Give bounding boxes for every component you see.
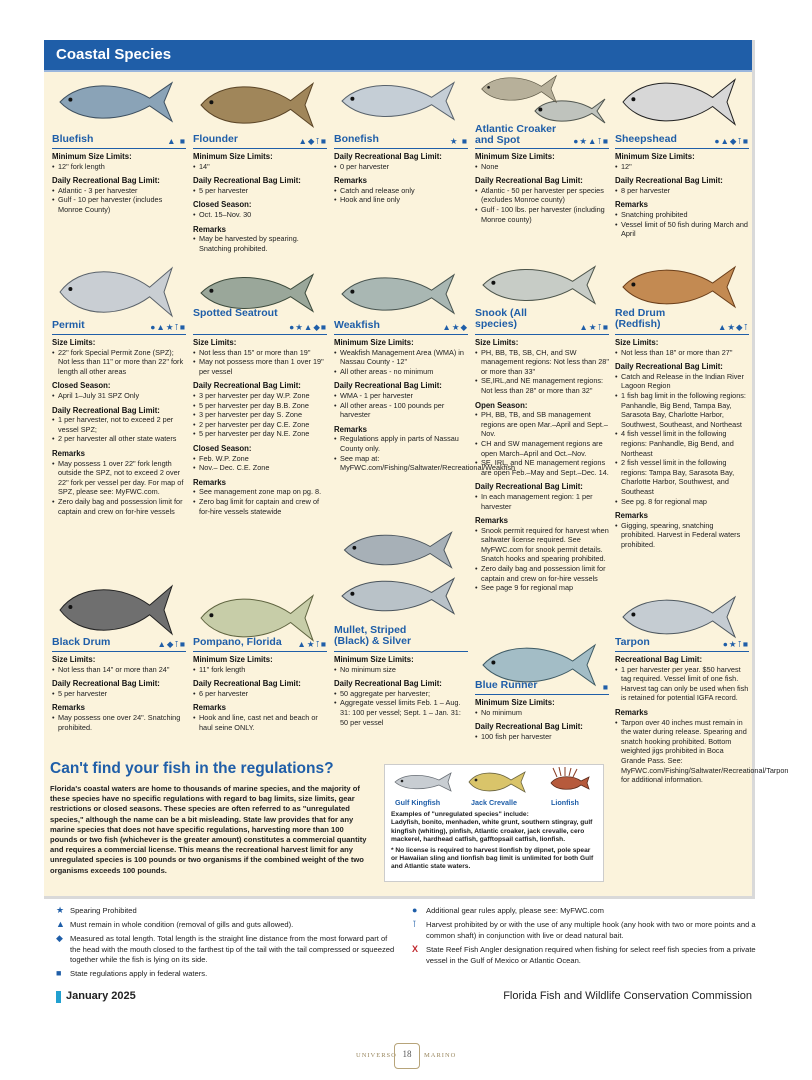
regulation-item: • 6 per harvester [199,689,327,699]
regulation-heading: Daily Recreational Bag Limit: [52,176,160,186]
snook-name: Snook (All species) [475,307,527,330]
regulation-item: • Catch and Release in the Indian River Lagoon Region [621,372,749,391]
regulation-heading: Daily Recreational Bag Limit: [334,152,442,161]
reddrum-symbols: ▲★◆⊺ [718,322,749,332]
regulation-item: • 50 aggregate per harvester; [340,689,468,699]
regulation-item: • Gulf - 100 lbs. per harvester (including Monroe county) [481,205,609,224]
regulation-item: • Snook permit required for harvest when saltwater license required. See MyFWC.com for snook permit details. Snatch hooks and spearing prohibited. [481,526,609,564]
croaker-divider [475,148,609,149]
cant-find-section [50,760,372,876]
croaker-name: Atlantic Croaker and Spot [475,123,557,146]
flounder-name: Flounder [193,133,238,145]
regulation-heading: Size Limits: [475,338,519,347]
regulation-item: • Vessel limit of 50 fish during March and April [621,220,749,239]
regulation-heading: Daily Recreational Bag Limit: [193,679,301,689]
regulation-heading: Minimum Size Limits: [334,338,414,347]
regulation-heading: Remarks [193,477,226,487]
regulation-item: • 2 per harvester per day C.E. Zone [199,420,327,430]
regulation-heading: Closed Season: [193,443,252,453]
bluerunner-symbols: ■ [602,682,609,692]
regulation-item: • None [481,162,609,172]
permit-name: Permit [52,319,85,331]
jack-crevalle-illustration [465,768,527,796]
pompano-regulations [193,655,327,732]
blackdrum-divider [52,651,186,652]
regulation-item: • Atlantic - 50 per harvester per species (excludes Monroe county) [481,186,609,205]
lionfish-note: * No license is required to harvest lionfish by dipnet, pole spear or Hawaiian sling and lionfish bag limit is unlimited for both Gulf and Atlantic state waters. [391,846,594,871]
regulation-item: • 2 fish vessel limit in the following regions: Tampa Bay, Sarasota Bay, Charlotte Harbor, Southwest, and Southeast [621,458,749,496]
jack-crevalle-label: Jack Crevalle [471,798,517,807]
regulation-heading: Minimum Size Limits: [475,152,555,161]
regulation-item: • PH, BB, TB, SB, CH, and SW management regions: Not less than 28" or more than 33" [481,348,609,377]
regulation-heading: Daily Recreational Bag Limit: [475,176,583,186]
regulation-item: • Tarpon over 40 inches must remain in the water during release. Spearing and snatch hooking prohibited. Bottom weighted jigs prohibited in Boca Grande Pass. See: MyFWC.com/Fishing/Saltwater/Recreational/Tarpon for additional information. [621,718,749,785]
regulation-heading: Closed Season: [193,200,252,210]
sheepshead-illustration [619,74,739,130]
regulation-item: • Nov.– Dec. C.E. Zone [199,463,327,473]
regulation-item: • Gigging, spearing, snatching prohibited. Harvest in Federal waters prohibited. [621,521,749,550]
weakfish-divider [334,334,468,335]
tarpon-symbols: ●★⊺■ [722,639,749,649]
section-title: Coastal Species [56,46,172,63]
flounder-symbols: ▲◆⊺■ [298,136,327,146]
regulation-item: • May possess 1 over 22" fork length outside the SPZ, not to exceed 2 over 22" fork per vessel per day. For map of SPZ, please see: MyFWC.com. [58,459,186,497]
regulation-item: • Hook and line, cast net and beach or haul seine ONLY. [199,713,327,732]
cant-find-body: Florida's coastal waters are home to thousands of marine species, and the majority of these species have no specific regulations with regard to bag limits, size limits, gear restrictions or closed seasons. These species are often referred to as "unregulated species," although the name can be a bit misleading. State law provides that for any marine species that does not have specific regulations, harvesting more than 100 pounds or two fish (whichever is the greater amount) constitutes a commercial quantity and requires a commercial license. This means the recreational harvest limit for any unregulated species is 100 pounds or two organisms if the combined weight of the two organisms exceeds 100 pounds. [50,784,367,875]
flounder-regulations [193,152,327,253]
regulation-heading: Minimum Size Limits: [334,655,414,664]
regulation-item: • Hook and line only [340,195,468,205]
tarpon-illustration [619,592,739,642]
silver-mullet-illustration [338,574,458,618]
sheepshead-divider [615,148,749,149]
regulation-item: • Zero daily bag and possession limit for captain and crew on for-hire vessels [58,497,186,516]
bonefish-name: Bonefish [334,133,379,145]
regulation-item: • All other areas - no minimum [340,367,468,377]
regulation-item: • 2 per harvester all other state waters [58,434,186,444]
regulation-heading: Remarks [334,176,367,186]
blackdrum-symbols: ▲◆⊺■ [157,639,186,649]
regulation-heading: Daily Recreational Bag Limit: [475,482,583,492]
tarpon-divider [615,651,749,652]
regulation-item: • No minimum [481,708,609,718]
bluefish-divider [52,148,186,149]
regulation-item: • April 1–July 31 SPZ Only [58,391,186,401]
permit-illustration [56,262,176,322]
regulation-item: • SE, IRL, and NE management regions are open Feb.–May and Sept.–Dec. 14. [481,458,609,477]
regulation-heading: Daily Recreational Bag Limit: [615,362,723,372]
gulf-kingfish-illustration [391,769,453,795]
pompano-name: Pompano, Florida [193,636,282,648]
reddrum-illustration [619,262,739,312]
reddrum-divider [615,334,749,335]
mullet-name: Mullet, Striped (Black) & Silver [334,624,412,647]
triangle-icon: ▲ [56,919,65,929]
unregulated-examples-list: Ladyfish, bonito, menhaden, white grunt, southern stingray, gulf kingfish (whiting), pinfish, Atlantic croaker, jack crevalle, cero mackerel, hardhead catfish, gafftopsail catfish, lionfish. [391,819,593,844]
regulation-heading: Remarks [615,707,648,717]
weakfish-symbols: ▲★◆ [442,322,468,332]
square-icon: ■ [56,968,62,978]
weakfish-name: Weakfish [334,319,380,331]
magazine-name-left: UNIVERSO [356,1052,397,1059]
regulation-item: • No minimum size [340,665,468,675]
snook-illustration [479,262,599,308]
regulation-item: • 14" [199,162,327,172]
regulation-item: • Zero daily bag and possession limit for captain and crew on for-hire vessels [481,564,609,583]
unregulated-text [391,811,597,872]
blackdrum-name: Black Drum [52,636,111,648]
tarpon-regulations [615,655,789,785]
mullet-illustration [338,528,458,572]
bonefish-regulations [334,152,468,205]
mullet-divider [334,651,468,652]
regulation-item: • In each management region: 1 per harvester [481,492,609,511]
bluerunner-name: Blue Runner [475,679,538,691]
regulation-item: • 0 per harvester [340,162,468,172]
regulation-heading: Remarks [475,516,508,526]
permit-symbols: ●▲★⊺■ [150,322,186,332]
pompano-symbols: ▲★⊺■ [297,639,327,649]
legend-federal-waters: State regulations apply in federal waters. [70,969,208,978]
regulation-heading: Daily Recreational Bag Limit: [475,722,583,732]
lionfish-illustration [545,767,591,797]
regulation-item: • Zero bag limit for captain and crew of for-hire vessels statewide [199,497,327,516]
regulation-item: • 3 per harvester per day W.P. Zone [199,391,327,401]
flounder-divider [193,148,327,149]
regulation-item: • Aggregate vessel limits Feb. 1 – Aug. 31: 100 per vessel; Sept. 1 – Jan. 31: 50 per vessel [340,698,468,727]
regulation-heading: Remarks [615,511,648,521]
flounder-illustration [197,78,317,132]
regulation-heading: Size Limits: [615,338,659,347]
legend-reef-fish: State Reef Fish Angler designation required when fishing for select reef fish species from a private vessel in the Gulf of Mexico or Atlantic Ocean. [426,945,756,965]
page-number: 18 [402,1049,412,1059]
regulation-item: • Atlantic - 3 per harvester [58,186,186,196]
regulation-item: • 5 per harvester per day B.B. Zone [199,401,327,411]
bonefish-illustration [338,78,458,124]
seatrout-symbols: ●★▲◆■ [289,322,327,332]
footer-accent-bar [56,991,61,1003]
blackdrum-illustration [56,580,176,640]
regulation-heading: Minimum Size Limits: [193,655,273,664]
weakfish-illustration [338,270,458,318]
permit-regulations [52,338,186,516]
regulation-item: • 22" fork Special Permit Zone (SPZ); Not less than 11" or more than 22" fork length all other areas [58,348,186,377]
mullet-regulations [334,655,468,727]
regulation-heading: Minimum Size Limits: [475,698,555,707]
regulation-item: • See pg. 8 for regional map [621,497,749,507]
regulation-item: • 3 per harvester per day S. Zone [199,410,327,420]
regulation-item: • 1 per harvester, not to exceed 2 per vessel SPZ; [58,415,186,434]
seatrout-divider [193,334,327,335]
legend-gear-rules: Additional gear rules apply, please see: MyFWC.com [426,906,604,915]
regulation-heading: Size Limits: [193,338,237,347]
pompano-divider [193,651,327,652]
regulation-item: • 1 fish bag limit in the following regions: Panhandle, Big Bend, Tampa Bay, Sarasota Bay, Charlotte Harbor, Southwest, Southeast, and Northeast [621,391,749,429]
regulation-item: • Regulations apply in parts of Nassau County only. [340,434,468,453]
regulation-heading: Daily Recreational Bag Limit: [52,405,160,415]
regulation-item: • Gulf - 10 per harvester (includes Monroe County) [58,195,186,214]
regulation-heading: Size Limits: [52,338,96,347]
bluefish-name: Bluefish [52,133,94,145]
regulation-heading: Remarks [615,200,648,210]
regulation-item: • CH and SW management regions are open March–April and Oct.–Nov. [481,439,609,458]
regulation-heading: Minimum Size Limits: [193,152,273,161]
regulation-heading: Minimum Size Limits: [615,152,695,161]
lionfish-label: Lionfish [551,798,579,807]
snook-divider [475,334,609,335]
regulation-item: • 11" fork length [199,665,327,675]
magazine-name-right: MARINO [424,1052,457,1059]
gulf-kingfish-label: Gulf Kingfish [395,798,441,807]
regulation-heading: Remarks [334,424,367,434]
sheepshead-name: Sheepshead [615,133,677,145]
croaker-symbols: ●★▲⊺■ [573,136,609,146]
regulation-heading: Closed Season: [52,381,111,391]
regulation-item: • See management zone map on pg. 8. [199,487,327,497]
regulation-item: • 4 fish vessel limit in the following regions: Panhandle, Big Bend, and Northeast [621,429,749,458]
footer-date: January 2025 [66,990,136,1002]
regulation-heading: Minimum Size Limits: [52,152,132,161]
sheepshead-symbols: ●▲◆⊺■ [714,136,749,146]
bluefish-symbols: ▲ ■ [167,136,186,146]
croaker-regulations [475,152,609,224]
regulation-item: • May possess one over 24". Snatching prohibited. [58,713,186,732]
regulation-item: • 1 per harvester per year. $50 harvest tag required. Vessel limit of one fish. Harvest tag can only be used when fish is retained for potential IGFA record. [621,665,749,703]
regulation-item: • Snatching prohibited [621,210,749,220]
snook-regulations [475,338,609,593]
regulation-heading: Recreational Bag Limit: [615,655,703,664]
reddrum-name: Red Drum (Redfish) [615,307,666,330]
regulation-heading: Daily Recreational Bag Limit: [334,381,442,391]
regulation-heading: Remarks [52,703,85,713]
regulation-item: • PH, BB, TB, and SB management regions are open Mar.–April and Sept.–Nov. [481,410,609,439]
star-icon: ★ [56,905,65,915]
regulation-item: • Not less than 14" or more than 24" [58,665,186,675]
regulation-item: • May not possess more than 1 over 19" per vessel [199,357,327,376]
regulation-heading: Remarks [193,703,226,713]
bluerunner-divider [475,694,609,695]
reddrum-regulations [615,338,749,549]
regulation-item: • 5 per harvester [199,186,327,196]
seatrout-name: Spotted Seatrout [193,307,278,319]
regulation-heading: Remarks [52,448,85,458]
legend-multiple-hook: Harvest prohibited by or with the use of any multiple hook (any hook with two or more points and a common shaft) in conjunction with live or dead natural bait. [426,920,756,940]
x-icon: X [412,944,419,954]
multi-hook-icon: ⊺ [412,919,417,929]
unregulated-examples-title: Examples of "unregulated species" include: [391,811,529,818]
snook-symbols: ▲★⊺■ [579,322,609,332]
regulation-item: • See page 9 for regional map [481,583,609,593]
bonefish-symbols: ★ ■ [449,136,468,146]
regulation-heading: Daily Recreational Bag Limit: [334,679,442,689]
bonefish-divider [334,148,468,149]
regulation-item: • 5 per harvester [58,689,186,699]
regulation-item: • Not less than 18" or more than 27" [621,348,749,358]
regulation-item: • WMA - 1 per harvester [340,391,468,401]
regulation-item: • 12" [621,162,749,172]
tarpon-name: Tarpon [615,636,650,648]
regulation-item: • Not less than 15" or more than 19" [199,348,327,358]
seatrout-regulations [193,338,327,516]
regulation-heading: Daily Recreational Bag Limit: [193,381,301,391]
regulation-item: • See map at: MyFWC.com/Fishing/Saltwater/Recreational/Weakfish [340,454,468,473]
cant-find-title: Can't find your fish in the regulations? [50,760,334,777]
section-banner [44,40,752,70]
unregulated-examples-box [384,764,604,882]
circle-icon: ● [412,905,418,915]
regulation-item: • May be harvested by spearing. Snatching prohibited. [199,234,327,253]
regulation-item: • Oct. 15–Nov. 30 [199,210,327,220]
blackdrum-regulations [52,655,186,732]
regulation-heading: Daily Recreational Bag Limit: [52,679,160,689]
regulation-heading: Remarks [193,224,226,234]
legend-whole-condition: Must remain in whole condition (removal of gills and guts allowed). [70,920,294,929]
regulation-heading: Daily Recreational Bag Limit: [193,176,301,186]
regulation-heading: Daily Recreational Bag Limit: [615,176,723,186]
regulation-item: • All other areas - 100 pounds per harvester [340,401,468,420]
bluerunner-regulations [475,698,609,741]
banner-stripe [44,70,752,72]
bluefish-illustration [56,78,176,126]
regulation-item: • 12" fork length [58,162,186,172]
diamond-icon: ◆ [56,933,63,943]
regulation-item: • Feb. W.P. Zone [199,454,327,464]
legend-total-length: Measured as total length. Total length is the straight line distance from the most forward part of the head with the mouth closed to the farthest tip of the tail with the tail compressed or squeezed together while the fish is lying on its side. [70,934,395,964]
bluefish-regulations [52,152,186,215]
permit-divider [52,334,186,335]
footer-organization: Florida Fish and Wildlife Conservation Commission [503,990,752,1002]
regulation-item: • Catch and release only [340,186,468,196]
regulation-heading: Size Limits: [52,655,96,664]
regulation-item: • Weakfish Management Area (WMA) in Nassau County - 12" [340,348,468,367]
sheepshead-regulations [615,152,749,239]
regulation-heading: Open Season: [475,400,528,410]
regulation-item: • 8 per harvester [621,186,749,196]
regulation-item: • 100 fish per harvester [481,732,609,742]
regulation-item: • 5 per harvester per day N.E. Zone [199,429,327,439]
legend-spearing: Spearing Prohibited [70,906,137,915]
croaker-illustration [479,72,559,106]
regulation-item: • SE,IRL,and NE management regions: Not less than 28" or more than 32" [481,376,609,395]
